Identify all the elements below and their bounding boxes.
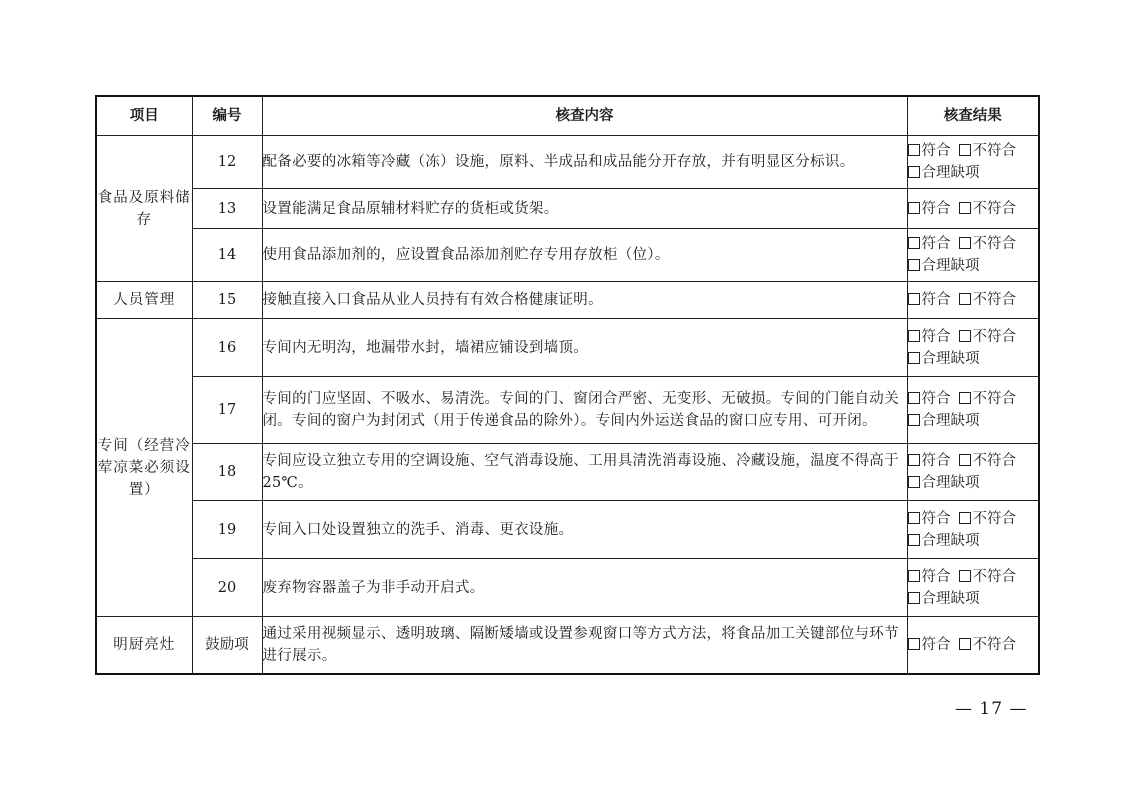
conform-option[interactable] <box>908 198 951 220</box>
check-result-cell <box>907 559 1039 617</box>
reasonable-missing-label: 合理缺项 <box>921 350 980 367</box>
checkbox-icon[interactable] <box>908 237 920 249</box>
nonconform-label: 不符合 <box>972 200 1016 217</box>
check-result-cell <box>907 136 1039 189</box>
item-number-cell: 19 <box>192 501 262 559</box>
reasonable-missing-label: 合理缺项 <box>921 475 980 491</box>
checkbox-icon[interactable] <box>908 202 920 214</box>
conform-label: 符合 <box>921 636 951 653</box>
conform-label: 符合 <box>921 568 951 585</box>
page-number: — 17 — <box>955 699 1028 719</box>
conform-label: 符合 <box>921 328 951 345</box>
checkbox-icon[interactable] <box>959 638 971 650</box>
result-line <box>908 140 1039 162</box>
header-content: 核查内容 <box>262 96 907 136</box>
checkbox-icon[interactable] <box>908 144 920 156</box>
conform-option[interactable] <box>908 450 951 472</box>
check-content-cell: 使用食品添加剂的，应设置食品添加剂贮存专用存放柜（位）。 <box>262 229 907 282</box>
check-content-cell: 接触直接入口食品从业人员持有有效合格健康证明。 <box>262 282 907 319</box>
conform-option[interactable] <box>908 508 951 530</box>
result-line <box>908 388 1039 410</box>
header-number: 编号 <box>192 96 262 136</box>
reasonable-missing-option[interactable] <box>908 588 980 610</box>
item-number-cell: 13 <box>192 189 262 229</box>
checkbox-icon[interactable] <box>908 512 920 524</box>
result-line <box>908 566 1039 588</box>
check-content-cell: 通过采用视频显示、透明玻璃、隔断矮墙或设置参观窗口等方式方法，将食品加工关键部位与环节进行展示。 <box>262 617 907 674</box>
checkbox-icon[interactable] <box>959 330 971 342</box>
conform-label: 符合 <box>921 292 951 308</box>
table-row <box>96 229 1039 282</box>
conform-label: 符合 <box>921 143 951 159</box>
checkbox-icon[interactable] <box>908 392 920 404</box>
conform-label: 符合 <box>921 453 951 469</box>
conform-option[interactable] <box>908 233 951 255</box>
result-line <box>908 508 1039 530</box>
conform-option[interactable] <box>908 326 951 348</box>
reasonable-missing-label: 合理缺项 <box>921 413 980 429</box>
item-number-cell: 14 <box>192 229 262 282</box>
checkbox-icon[interactable] <box>959 202 971 214</box>
nonconform-label: 不符合 <box>972 453 1016 469</box>
table-body <box>96 136 1039 674</box>
checkbox-icon[interactable] <box>908 570 920 582</box>
checkbox-icon[interactable] <box>908 166 920 178</box>
table-row <box>96 559 1039 617</box>
check-content-cell: 专间应设立独立专用的空调设施、空气消毒设施、工用具清洗消毒设施、冷藏设施，温度不得高于 25℃。 <box>262 444 907 501</box>
item-category-cell: 食品及原料储存 <box>96 136 192 282</box>
item-number-cell: 20 <box>192 559 262 617</box>
checkbox-icon[interactable] <box>959 293 971 305</box>
check-result-cell <box>907 282 1039 319</box>
result-line <box>908 410 1039 432</box>
checkbox-icon[interactable] <box>959 144 971 156</box>
checkbox-icon[interactable] <box>908 293 920 305</box>
inspection-table <box>95 95 1040 675</box>
check-result-cell <box>907 501 1039 559</box>
reasonable-missing-option[interactable] <box>908 162 980 184</box>
nonconform-option[interactable] <box>959 289 1017 311</box>
item-number-cell: 16 <box>192 319 262 377</box>
check-result-cell <box>907 617 1039 674</box>
checkbox-icon[interactable] <box>908 414 920 426</box>
result-line <box>908 634 1039 656</box>
item-category-cell: 明厨亮灶 <box>96 617 192 674</box>
nonconform-label: 不符合 <box>972 292 1016 308</box>
table-header-row <box>96 96 1039 136</box>
reasonable-missing-label: 合理缺项 <box>921 165 980 181</box>
nonconform-option[interactable] <box>959 634 1017 656</box>
reasonable-missing-option[interactable] <box>908 410 980 432</box>
result-line <box>908 588 1039 610</box>
conform-option[interactable] <box>908 289 951 311</box>
conform-label: 符合 <box>921 236 951 252</box>
check-result-cell <box>907 229 1039 282</box>
item-category-cell: 人员管理 <box>96 282 192 319</box>
nonconform-label: 不符合 <box>972 328 1016 345</box>
item-number-cell: 15 <box>192 282 262 319</box>
nonconform-option[interactable] <box>959 233 1017 255</box>
checkbox-icon[interactable] <box>959 392 971 404</box>
result-line <box>908 255 1039 277</box>
nonconform-option[interactable] <box>959 508 1017 530</box>
checkbox-icon[interactable] <box>908 330 920 342</box>
check-result-cell <box>907 189 1039 229</box>
check-content-cell: 设置能满足食品原辅材料贮存的货柜或货架。 <box>262 189 907 229</box>
nonconform-option[interactable] <box>959 388 1017 410</box>
checkbox-icon[interactable] <box>959 570 971 582</box>
reasonable-missing-label: 合理缺项 <box>921 258 980 274</box>
result-line <box>908 530 1039 552</box>
nonconform-option[interactable] <box>959 566 1017 588</box>
nonconform-label: 不符合 <box>972 143 1016 159</box>
checkbox-icon[interactable] <box>959 512 971 524</box>
check-content-cell: 专间入口处设置独立的洗手、消毒、更衣设施。 <box>262 501 907 559</box>
reasonable-missing-option[interactable] <box>908 472 980 494</box>
result-line <box>908 162 1039 184</box>
nonconform-option[interactable] <box>959 450 1017 472</box>
reasonable-missing-option[interactable] <box>908 255 980 277</box>
check-content-cell: 配备必要的冰箱等冷藏（冻）设施，原料、半成品和成品能分开存放，并有明显区分标识。 <box>262 136 907 189</box>
reasonable-missing-option[interactable] <box>908 348 980 370</box>
reasonable-missing-label: 合理缺项 <box>921 590 980 607</box>
check-content-cell: 废弃物容器盖子为非手动开启式。 <box>262 559 907 617</box>
table-row <box>96 617 1039 674</box>
conform-label: 符合 <box>921 200 951 217</box>
item-number-cell: 17 <box>192 377 262 444</box>
check-content-cell: 专间的门应坚固、不吸水、易清洗。专间的门、窗闭合严密、无变形、无破损。专间的门能自动关闭。专间的窗户为封闭式（用于传递食品的除外）。专间内外运送食品的窗口应专用、可开闭。 <box>262 377 907 444</box>
checkbox-icon[interactable] <box>908 454 920 466</box>
checkbox-icon[interactable] <box>908 534 920 546</box>
item-number-cell: 18 <box>192 444 262 501</box>
checkbox-icon[interactable] <box>959 237 971 249</box>
nonconform-label: 不符合 <box>972 236 1016 252</box>
conform-option[interactable] <box>908 140 951 162</box>
table-row <box>96 377 1039 444</box>
checkbox-icon[interactable] <box>908 592 920 604</box>
reasonable-missing-label: 合理缺项 <box>921 532 980 549</box>
table-row <box>96 189 1039 229</box>
check-result-cell <box>907 444 1039 501</box>
item-category-cell: 专间（经营冷荤凉菜必须设置） <box>96 319 192 617</box>
conform-label: 符合 <box>921 391 951 407</box>
header-result: 核查结果 <box>907 96 1039 136</box>
header-item: 项目 <box>96 96 192 136</box>
item-number-cell: 鼓励项 <box>192 617 262 674</box>
result-line <box>908 198 1039 220</box>
nonconform-label: 不符合 <box>972 568 1016 585</box>
checkbox-icon[interactable] <box>908 259 920 271</box>
check-content-cell: 专间内无明沟，地漏带水封，墙裙应铺设到墙顶。 <box>262 319 907 377</box>
result-line <box>908 233 1039 255</box>
nonconform-label: 不符合 <box>972 636 1016 653</box>
check-result-cell <box>907 377 1039 444</box>
result-line <box>908 289 1039 311</box>
conform-label: 符合 <box>921 510 951 527</box>
reasonable-missing-option[interactable] <box>908 530 980 552</box>
table-row <box>96 501 1039 559</box>
nonconform-option[interactable] <box>959 198 1017 220</box>
checkbox-icon[interactable] <box>908 476 920 488</box>
nonconform-option[interactable] <box>959 326 1017 348</box>
conform-option[interactable] <box>908 634 951 656</box>
conform-option[interactable] <box>908 388 951 410</box>
result-line <box>908 450 1039 472</box>
nonconform-label: 不符合 <box>972 391 1016 407</box>
conform-option[interactable] <box>908 566 951 588</box>
item-number-cell: 12 <box>192 136 262 189</box>
checkbox-icon[interactable] <box>908 352 920 364</box>
checkbox-icon[interactable] <box>908 638 920 650</box>
table-row <box>96 319 1039 377</box>
result-line <box>908 326 1039 348</box>
nonconform-option[interactable] <box>959 140 1017 162</box>
check-result-cell <box>907 319 1039 377</box>
checkbox-icon[interactable] <box>959 454 971 466</box>
result-line <box>908 348 1039 370</box>
table-row <box>96 136 1039 189</box>
table-row <box>96 444 1039 501</box>
table-row <box>96 282 1039 319</box>
result-line <box>908 472 1039 494</box>
nonconform-label: 不符合 <box>972 510 1016 527</box>
